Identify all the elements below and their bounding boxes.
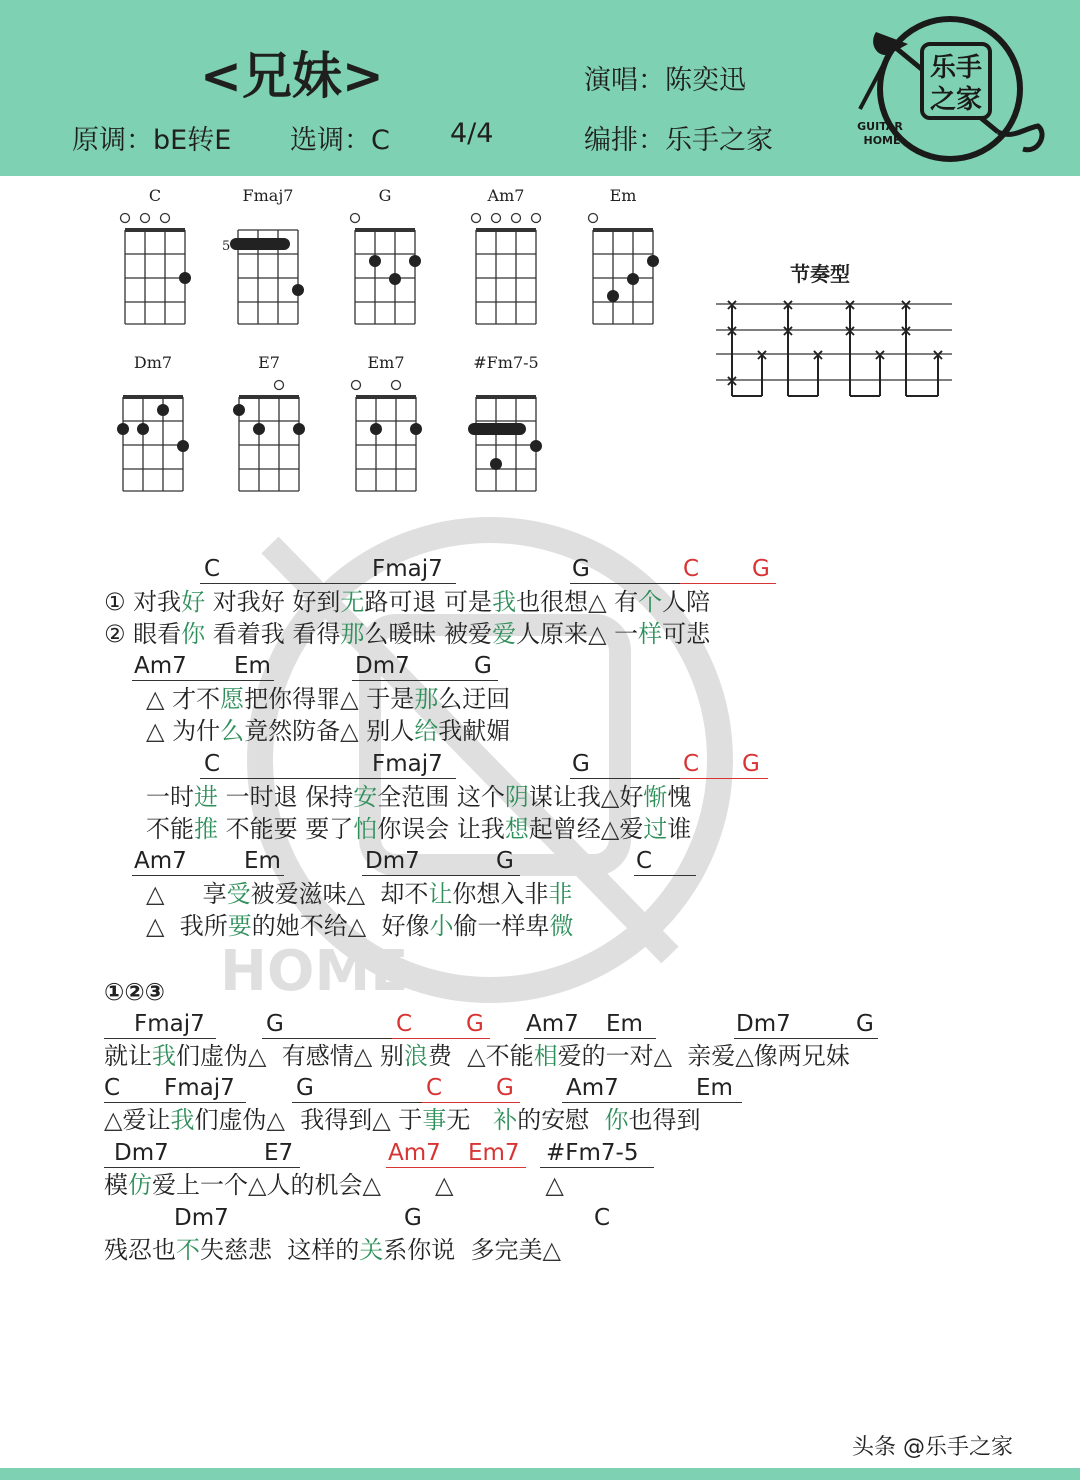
chord: Fmaj7 — [372, 556, 443, 582]
lyric-line-v1b: ② 眼看你 看着我 看得那么暖昧 被爱爱人原来△ 一样可悲 — [104, 620, 711, 648]
logo-text-2: 之家 — [929, 85, 983, 115]
chord-underline — [292, 1102, 422, 1103]
chord-name: C — [148, 186, 162, 205]
chord-name: Fmaj7 — [242, 186, 294, 205]
chord-line-c4 — [0, 1204, 1080, 1236]
chord-line-v4 — [0, 847, 1080, 879]
chord: Dm7 — [355, 653, 410, 679]
chord-underline — [262, 1038, 392, 1039]
lyric-line-v1a: ① 对我好 对我好 好到无路可退 可是我也很想△ 有个人陪 — [104, 588, 711, 616]
chord-diagram-fmaj7 — [222, 186, 308, 338]
chord-underline — [422, 1102, 520, 1103]
chord-underline — [132, 875, 284, 876]
lyric-line-c1: 就让我们虚伪△ 有感情△ 别浪费 △不能相爱的一对△ 亲爱△像两兄妹 — [104, 1042, 850, 1070]
footer-bar — [0, 1468, 1080, 1480]
chord: Dm7 — [114, 1140, 169, 1166]
chord: Am7 — [566, 1075, 619, 1101]
chord: Dm7 — [174, 1205, 229, 1231]
chord-diagram-em — [583, 188, 663, 338]
chosen-key: 选调：C — [290, 125, 390, 156]
chord: G — [856, 1011, 874, 1037]
chord-diagram-e7 — [229, 355, 309, 505]
lyric-line-v2a: △ 才不愿把你得罪△ 于是那么迂回 — [146, 685, 511, 713]
svg-text:×: × — [725, 295, 739, 314]
original-key: 原调：bE转E — [72, 125, 232, 156]
watermark-text: HOME — [220, 939, 409, 1004]
source-credit: 头条 @乐手之家 — [852, 1435, 1013, 1460]
chord-underline — [524, 1038, 656, 1039]
chord-name: Em7 — [367, 353, 405, 372]
chord: Am7 — [134, 848, 187, 874]
singer-label: 演唱：陈奕迅 — [584, 65, 746, 96]
chord-diagram-dm7 — [113, 355, 193, 505]
rhythm-pattern — [716, 292, 956, 402]
chord: C — [204, 556, 221, 582]
svg-text:×: × — [725, 371, 739, 390]
chord: G — [466, 1011, 484, 1037]
svg-text:×: × — [843, 321, 857, 340]
chord-underline — [200, 778, 456, 779]
lyric-line-v3a: 一时进 一时退 保持安全范围 这个阴谋让我△好惭愧 — [146, 783, 692, 811]
guitar-home-logo — [848, 14, 1048, 164]
chord-line-c3 — [0, 1139, 1080, 1171]
chord: Em7 — [468, 1140, 520, 1166]
chord: G — [496, 1075, 514, 1101]
chord-diagram-em7 — [346, 355, 426, 505]
chord: G — [742, 751, 760, 777]
chord-underline — [386, 1167, 526, 1168]
chord-underline — [634, 875, 696, 876]
chord-name: Dm7 — [133, 353, 173, 372]
chord: Em — [234, 653, 271, 679]
chord: G — [572, 556, 590, 582]
chord-diagram-c — [115, 188, 195, 338]
svg-text:×: × — [725, 321, 739, 340]
chord: Em — [696, 1075, 733, 1101]
lyric-line-v4b: △ 我所要的她不给△ 好像小偷一样卑微 — [146, 912, 574, 940]
logo-sub-1: GUITAR — [857, 120, 903, 133]
lyric-line-c4: 残忍也不失慈悲 这样的关系你说 多完美△ — [104, 1236, 561, 1264]
lyric-line-c2: △爱让我们虚伪△ 我得到△ 于事无 补的安慰 你也得到 — [104, 1106, 701, 1134]
time-signature: 4/4 — [450, 118, 494, 149]
svg-text:×: × — [899, 321, 913, 340]
chord-name: G — [378, 186, 392, 205]
chord-line-v1 — [0, 555, 1080, 587]
chord-underline — [680, 778, 768, 779]
lyric-line-v4a: △ 享受被爱滋味△ 却不让你想入非非 — [146, 880, 573, 908]
chord-underline — [132, 680, 274, 681]
chord: G — [266, 1011, 284, 1037]
chord: Fmaj7 — [164, 1075, 235, 1101]
chord: Dm7 — [365, 848, 420, 874]
chord-name: Em — [609, 186, 637, 205]
chord-underline — [680, 583, 776, 584]
chord: Em — [606, 1011, 643, 1037]
chord: Am7 — [134, 653, 187, 679]
lyric-line-v3b: 不能推 不能要 要了怕你误会 让我想起曾经△爱过谁 — [146, 815, 692, 843]
chord-underline — [104, 1102, 246, 1103]
chord-underline — [200, 583, 456, 584]
svg-text:×: × — [781, 321, 795, 340]
chord: C — [683, 556, 700, 582]
chord-line-v3 — [0, 750, 1080, 782]
chord: C — [636, 848, 653, 874]
fret-label: 5 — [222, 239, 231, 254]
chord: C — [594, 1205, 611, 1231]
chord: G — [496, 848, 514, 874]
chord-underline — [734, 1038, 878, 1039]
chord-underline — [104, 1167, 300, 1168]
svg-text:×: × — [873, 345, 887, 364]
chord-underline — [362, 875, 520, 876]
chord: Fmaj7 — [134, 1011, 205, 1037]
chord: Fmaj7 — [372, 751, 443, 777]
header-bar — [0, 0, 1080, 176]
chord: C — [683, 751, 700, 777]
svg-text:×: × — [781, 295, 795, 314]
chord: Dm7 — [736, 1011, 791, 1037]
arranger-label: 编排：乐手之家 — [584, 125, 773, 156]
chord-diagram-fsharp-m7b5 — [466, 355, 546, 505]
svg-text:×: × — [843, 295, 857, 314]
logo-text-1: 乐手 — [929, 53, 983, 83]
chord: C — [104, 1075, 121, 1101]
chord: E7 — [264, 1140, 294, 1166]
chord-underline — [392, 1038, 490, 1039]
chord: G — [404, 1205, 422, 1231]
svg-text:×: × — [755, 345, 769, 364]
chord-underline — [104, 1038, 216, 1039]
chord: G — [296, 1075, 314, 1101]
chorus-label: ①②③ — [104, 978, 165, 1006]
svg-text:×: × — [899, 295, 913, 314]
chord: Am7 — [526, 1011, 579, 1037]
chord-underline — [540, 1167, 654, 1168]
rhythm-title: 节奏型 — [790, 262, 850, 286]
chord-name: E7 — [258, 353, 280, 372]
chord: Em — [244, 848, 281, 874]
chord: C — [204, 751, 221, 777]
song-title: <兄妹> — [200, 47, 384, 105]
chord-underline — [570, 778, 680, 779]
chord-underline — [352, 680, 498, 681]
lyric-line-c3: 模仿爱上一个△人的机会△ △ △ — [104, 1171, 564, 1199]
chord: Am7 — [388, 1140, 441, 1166]
chord: #Fm7-5 — [546, 1140, 639, 1166]
chord-underline — [562, 1102, 742, 1103]
logo-sub-2: HOME — [863, 134, 901, 147]
chord: G — [572, 751, 590, 777]
chord: C — [426, 1075, 443, 1101]
chord-diagram-g — [345, 188, 425, 338]
chord-name: Am7 — [487, 186, 525, 205]
svg-text:×: × — [811, 345, 825, 364]
chord-line-c2 — [0, 1074, 1080, 1106]
chord-name: #Fm7-5 — [473, 353, 539, 372]
chord-line-c1 — [0, 1010, 1080, 1042]
svg-text:×: × — [931, 345, 945, 364]
chord-line-v2 — [0, 652, 1080, 684]
chord: C — [396, 1011, 413, 1037]
chord-diagram-am7 — [466, 188, 546, 338]
chord-underline — [570, 583, 680, 584]
lyric-line-v2b: △ 为什么竟然防备△ 别人给我献媚 — [146, 717, 511, 745]
chord: G — [752, 556, 770, 582]
chord: G — [474, 653, 492, 679]
